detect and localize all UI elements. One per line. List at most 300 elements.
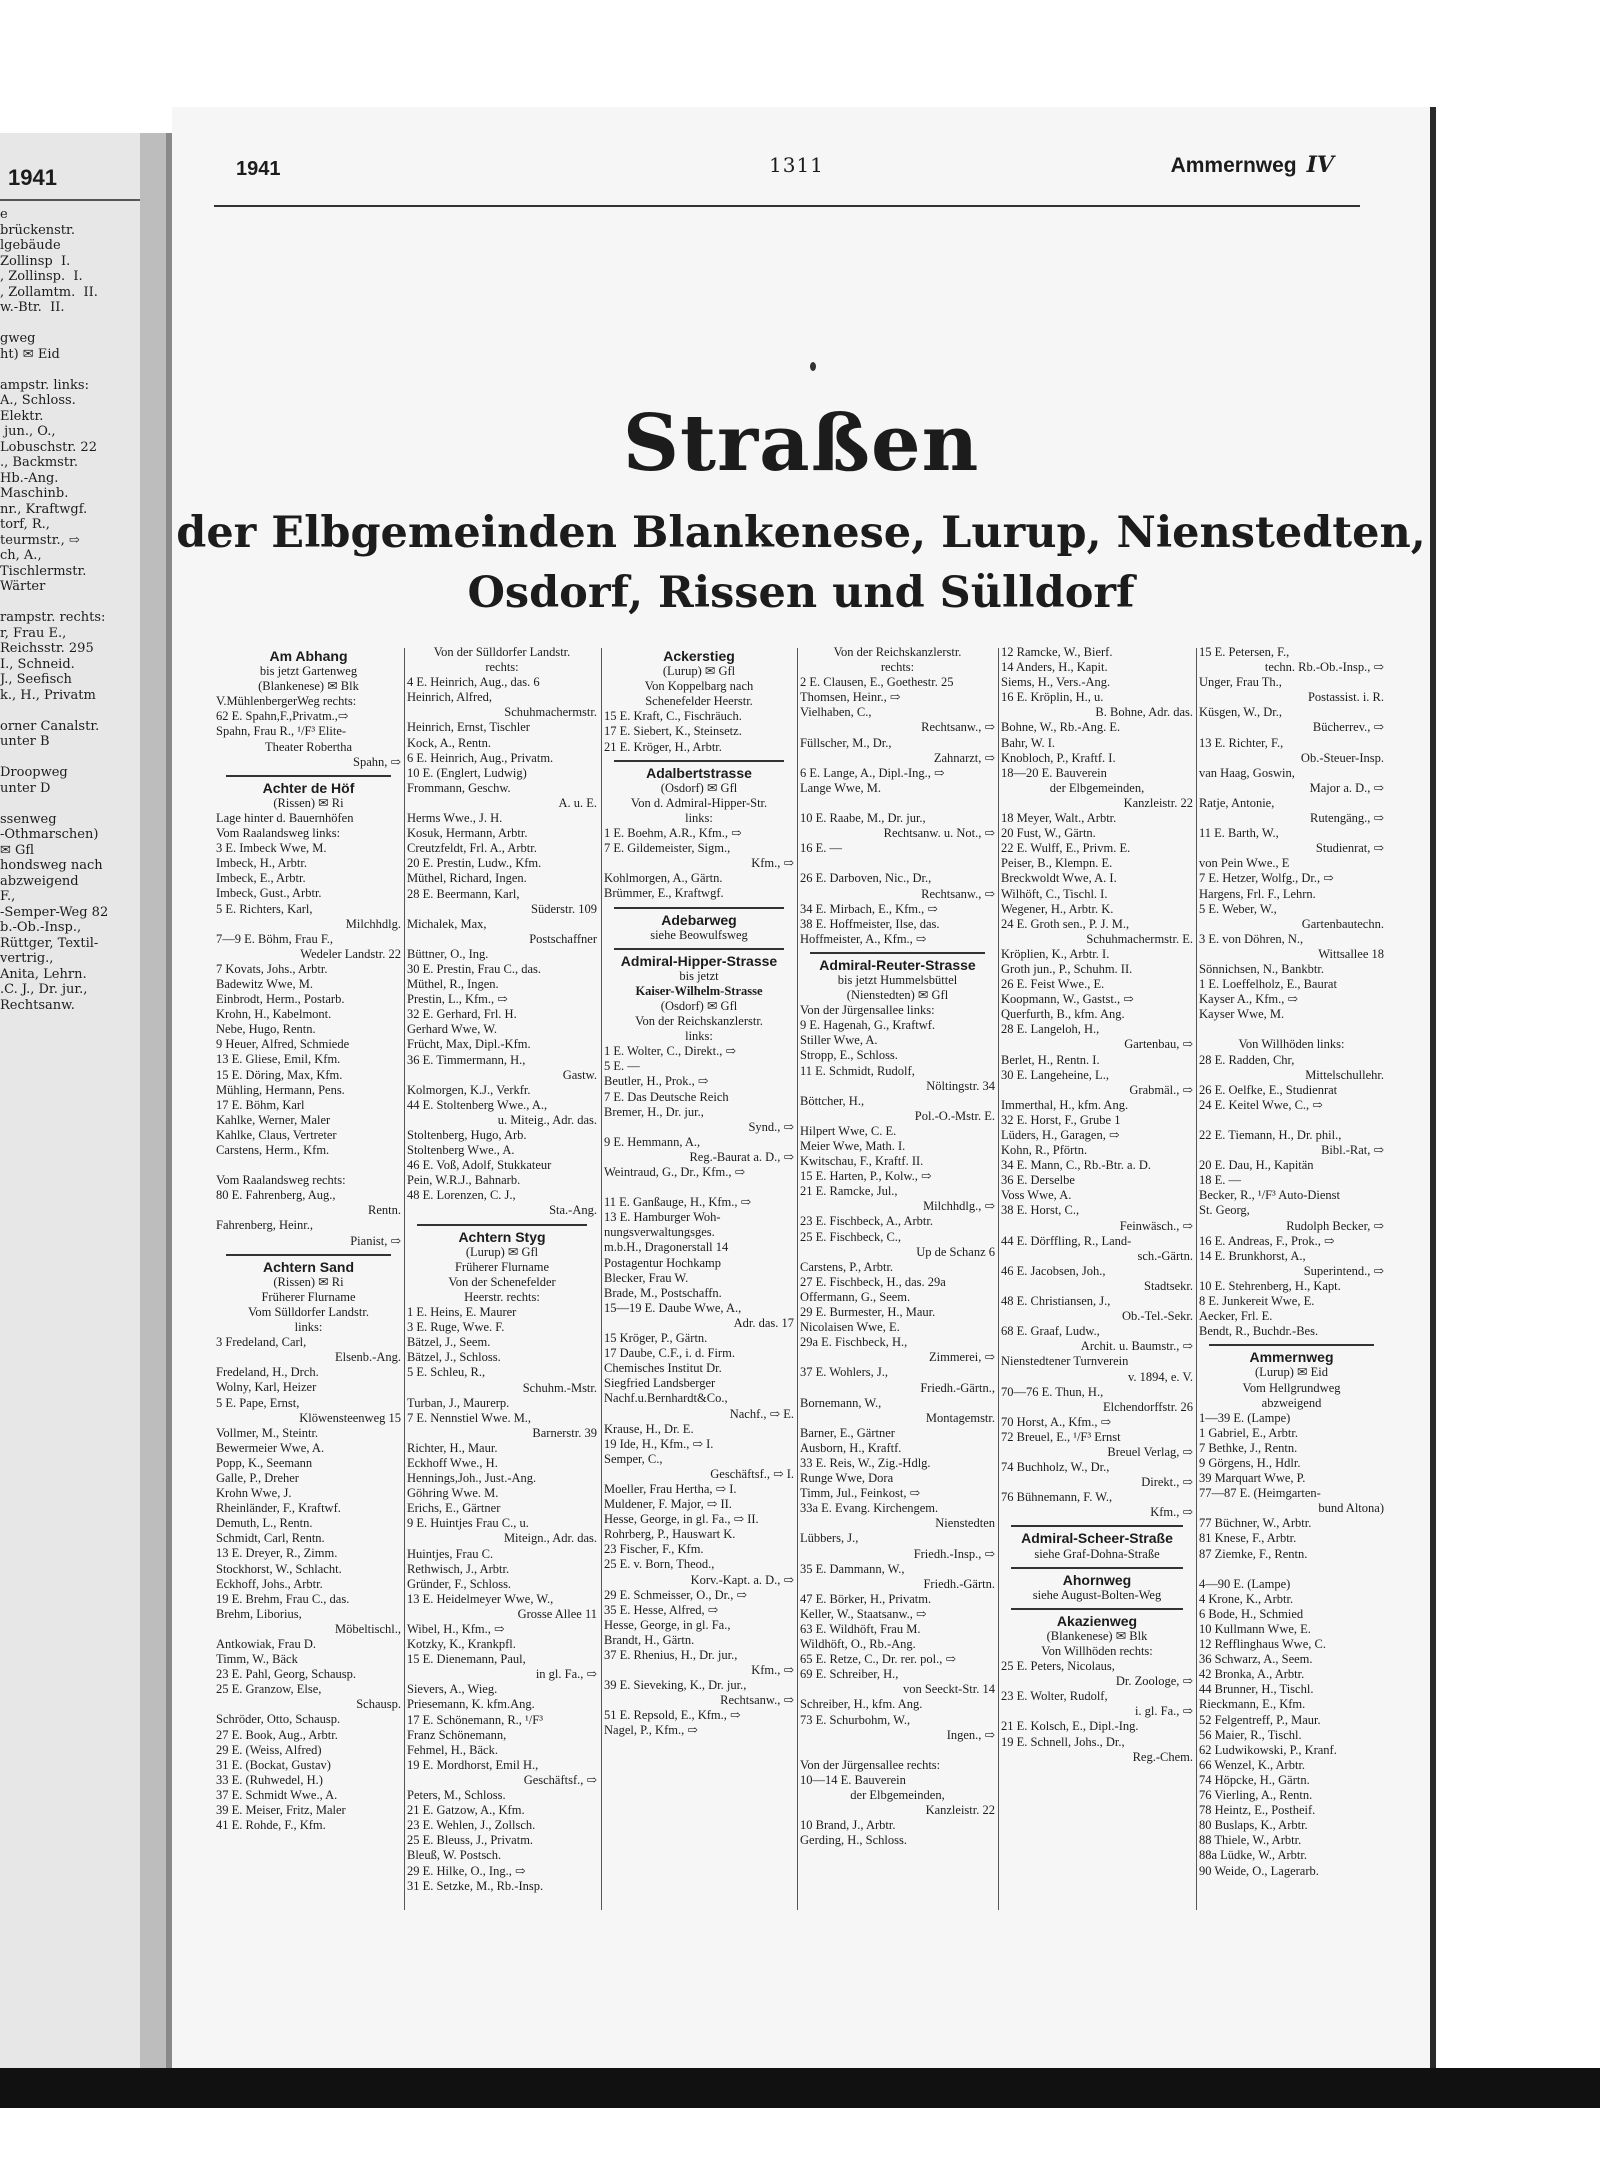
directory-entry: Galle, P., Dreher <box>216 1470 299 1485</box>
directory-entry: Immerthal, H., kfm. Ang. <box>1001 1097 1129 1112</box>
directory-entry: Stropp, E., Schloss. <box>800 1048 898 1063</box>
column-divider <box>404 648 405 1910</box>
directory-entry: 26 E. Oelfke, E., Studienrat <box>1199 1082 1338 1097</box>
directory-entry: Lüders, H., Garagen, ⇨ <box>1001 1128 1120 1142</box>
directory-entry: 15 E. Petersen, F., <box>1199 645 1290 659</box>
directory-entry: 15 E. Döring, Max, Kfm. <box>216 1067 343 1082</box>
directory-entry: 51 E. Repsold, E., Kfm., ⇨ <box>604 1708 741 1723</box>
directory-entry: Bätzel, J., Seem. <box>407 1335 491 1350</box>
left-page-line: , Zollamtm. II. <box>0 284 98 300</box>
directory-entry: St. Georg, <box>1199 1203 1250 1218</box>
directory-entry: 39 E. Sieveking, K., Dr. jur., <box>604 1678 747 1693</box>
directory-entry: 38 E. Hoffmeister, Ilse, das. <box>800 916 940 931</box>
left-page-line: unter D <box>0 780 51 796</box>
directory-entry: in gl. Fa., ⇨ <box>535 1667 597 1682</box>
directory-entry: Vom Raalandsweg rechts: <box>216 1173 346 1188</box>
directory-entry: 28 E. Radden, Chr, <box>1199 1052 1295 1067</box>
directory-entry: Meier Wwe, Math. I. <box>800 1139 906 1153</box>
directory-entry: Fehmel, H., Bäck. <box>407 1742 498 1757</box>
directory-entry: 5 E. Weber, W., <box>1199 901 1277 916</box>
directory-entry: 52 Felgentreff, P., Maur. <box>1199 1712 1321 1727</box>
directory-entry: von Pein Wwe., E <box>1199 856 1290 871</box>
directory-entry: Miteign., Adr. das. <box>503 1531 597 1546</box>
directory-entry: 7 Bethke, J., Rentn. <box>1199 1440 1298 1455</box>
directory-entry: 48 E. Christiansen, J., <box>1001 1294 1111 1309</box>
directory-entry: 47 E. Börker, H., Privatm. <box>800 1591 932 1606</box>
directory-entry: Hennings,Joh., Just.-Ang. <box>407 1471 537 1486</box>
directory-entry: bund Altona) <box>1318 1501 1384 1516</box>
directory-entry: Schuhm.-Mstr. <box>522 1380 597 1395</box>
directory-entry: Von der Reichskanzlerstr. <box>635 1014 763 1029</box>
directory-entry: 35 E. Dammann, W., <box>800 1561 905 1576</box>
directory-entry: 62 Ludwikowski, P., Kranf. <box>1199 1742 1337 1757</box>
directory-entry: 5 E. Pape, Ernst, <box>216 1395 300 1410</box>
section-rule <box>417 1224 587 1226</box>
left-page-line: unter B <box>0 734 50 749</box>
directory-entry: siehe Beowulfsweg <box>650 927 748 942</box>
directory-entry: 23 E. Pahl, Georg, Schausp. <box>216 1667 357 1682</box>
directory-entry: 78 Heintz, E., Postheif. <box>1199 1803 1316 1818</box>
directory-entry: 3 E. Ruge, Wwe. F. <box>407 1320 505 1335</box>
directory-entry: Reg.-Baurat a. D., ⇨ <box>689 1149 794 1164</box>
directory-entry: 9 Heuer, Alfred, Schmiede <box>216 1037 350 1052</box>
directory-entry: 25 E. Bleuss, J., Privatm. <box>407 1833 534 1848</box>
directory-entry <box>1199 1562 1384 1577</box>
directory-entry: 28 E. Langeloh, H., <box>1001 1022 1100 1037</box>
directory-entry: (Lurup) ✉ Gfl <box>465 1244 539 1259</box>
directory-entry: Früherer Flurname <box>261 1289 356 1304</box>
directory-entry: Reg.-Chem. <box>1132 1749 1193 1764</box>
directory-entry: 3 E. von Döhren, N., <box>1199 931 1304 946</box>
directory-entry: Schausp. <box>356 1697 401 1712</box>
directory-entry: 19 E. Mordhorst, Emil H., <box>407 1757 539 1772</box>
directory-entry: 31 E. (Bockat, Gustav) <box>216 1757 331 1772</box>
directory-entry: Mühling, Hermann, Pens. <box>216 1082 345 1097</box>
directory-entry: Breuel Verlag, ⇨ <box>1107 1444 1193 1459</box>
directory-entry: Bremer, H., Dr. jur., <box>604 1104 704 1119</box>
directory-entry: Muldener, F. Major, ⇨ II. <box>604 1497 732 1512</box>
directory-entry: 14 Anders, H., Kapit. <box>1001 660 1108 675</box>
left-page-line: Wärter <box>0 579 46 594</box>
directory-entry: Sönnichsen, N., Bankbtr. <box>1199 961 1324 976</box>
directory-entry: Franz Schönemann, <box>407 1727 507 1742</box>
left-page-line: Tischlermstr. <box>0 563 87 579</box>
directory-column-3 <box>604 645 794 1910</box>
directory-entry: 21 E. Gatzow, A., Kfm. <box>407 1803 525 1818</box>
directory-entry: 6 E. Heinrich, Aug., Privatm. <box>407 750 554 765</box>
directory-entry: 32 E. Horst, F., Grube 1 <box>1001 1112 1121 1127</box>
directory-entry: Adr. das. 17 <box>733 1315 794 1330</box>
directory-entry: 22 E. Tiemann, H., Dr. phil., <box>1199 1128 1342 1142</box>
left-page-rule <box>0 199 140 201</box>
directory-entry: 63 E. Wildhöft, Frau M. <box>800 1622 921 1636</box>
directory-entry: Spahn, Frau R., ¹/F³ Elite- <box>216 724 347 739</box>
directory-entry: Postschaffner <box>529 931 597 946</box>
directory-entry: Müthel, R., Ingen. <box>407 977 499 992</box>
directory-entry: Bätzel, J., Schloss. <box>407 1350 501 1365</box>
directory-entry: Runge Wwe, Dora <box>800 1471 894 1486</box>
directory-entry: 16 E. Andreas, F., Prok., ⇨ <box>1199 1233 1335 1248</box>
directory-entry: (Blankenese) ✉ Blk <box>1046 1628 1148 1643</box>
directory-entry: Frommann, Geschw. <box>407 780 511 795</box>
directory-entry: Nachf.u.Bernhardt&Co., <box>604 1391 728 1406</box>
ink-dot <box>810 362 816 371</box>
section-rule <box>1209 1344 1374 1346</box>
left-page-line: Rechtsanw. <box>0 997 75 1013</box>
directory-entry: Schenefelder Heerstr. <box>645 694 753 709</box>
directory-entry: Korv.-Kapt. a. D., ⇨ <box>690 1572 794 1587</box>
page-title: Straßen <box>622 398 980 489</box>
directory-entry: 21 E. Kolsch, E., Dipl.-Ing. <box>1001 1719 1139 1734</box>
directory-entry: Pein, W.R.J., Bahnarb. <box>407 1173 521 1188</box>
directory-entry: 29 E. Burmester, H., Maur. <box>800 1305 936 1320</box>
directory-entry: 1 Gabriel, E., Arbtr. <box>1199 1425 1298 1440</box>
section-rule <box>810 952 985 954</box>
directory-entry: (Rissen) ✉ Ri <box>273 795 344 810</box>
directory-entry: Nöltingstr. 34 <box>926 1078 995 1093</box>
directory-column-5 <box>1001 645 1193 1910</box>
directory-entry <box>800 1743 995 1758</box>
directory-entry: links: <box>685 810 713 825</box>
left-page-line: F., <box>0 889 16 904</box>
directory-entry: 33 E. (Ruhwedel, H.) <box>216 1772 323 1787</box>
directory-entry: Imbeck, H., Arbtr. <box>216 856 307 871</box>
directory-entry: Timm, Jul., Feinkost, ⇨ <box>800 1486 921 1501</box>
directory-entry: Nachf., ⇨ E. <box>729 1406 794 1421</box>
directory-entry: 66 Wenzel, K., Arbtr. <box>1199 1757 1306 1772</box>
directory-entry: Nicolaisen Wwe, E. <box>800 1320 900 1335</box>
directory-entry: 13 E. Richter, F., <box>1199 735 1284 750</box>
left-page-line: Elektr. <box>0 408 44 424</box>
directory-entry: Nebe, Hugo, Rentn. <box>216 1022 316 1037</box>
directory-entry: Barner, E., Gärtner <box>800 1425 895 1440</box>
directory-entry: 23 Fischer, F., Kfm. <box>604 1542 704 1557</box>
directory-entry: Demuth, L., Rentn. <box>216 1516 313 1531</box>
directory-entry: Klöwensteenweg 15 <box>299 1410 401 1425</box>
directory-entry: Stadtsekr. <box>1144 1278 1193 1293</box>
directory-entry: 87 Ziemke, F., Rentn. <box>1199 1546 1308 1561</box>
directory-entry: Kohlmorgen, A., Gärtn. <box>604 871 723 886</box>
directory-entry: Lübbers, J., <box>800 1531 859 1546</box>
directory-entry: 5 E. — <box>604 1059 640 1074</box>
directory-entry: Postagentur Hochkamp <box>604 1255 721 1270</box>
directory-entry: Siegfried Landsberger <box>604 1376 716 1391</box>
directory-entry: Früherer Flurname <box>454 1259 550 1274</box>
directory-entry: Spahn, ⇨ <box>353 754 401 769</box>
directory-entry: 29 E. (Weiss, Alfred) <box>216 1742 322 1757</box>
directory-entry: 24 E. Groth sen., P. J. M., <box>1001 916 1130 931</box>
directory-entry: 62 E. Spahn,F.,Privatm.,⇨ <box>216 709 349 724</box>
directory-entry: Direkt., ⇨ <box>1141 1475 1193 1490</box>
directory-entry: Stoltenberg Wwe., A. <box>407 1143 515 1158</box>
directory-entry: 81 Knese, F., Arbtr. <box>1199 1531 1297 1546</box>
directory-entry: 10 E. (Englert, Ludwig) <box>407 765 527 780</box>
directory-entry: 7 E. Hetzer, Wolfg., Dr., ⇨ <box>1199 871 1334 886</box>
directory-entry: Pianist, ⇨ <box>350 1233 401 1248</box>
directory-entry: 20 E. Dau, H., Kapitän <box>1199 1158 1314 1173</box>
running-head-street: Ammernweg <box>1170 154 1297 177</box>
directory-entry: 15 E. Kraft, C., Fischräuch. <box>604 709 742 724</box>
directory-entry: 77 Büchner, W., Arbtr. <box>1199 1516 1312 1531</box>
directory-entry: 26 E. Feist Wwe., E. <box>1001 977 1105 992</box>
directory-entry: Studienrat, ⇨ <box>1315 841 1384 856</box>
section-rule <box>1011 1567 1183 1569</box>
directory-entry: (Osdorf) ✉ Gfl <box>660 780 738 795</box>
street-heading: Adebarweg <box>661 911 737 928</box>
directory-entry: 39 E. Meiser, Fritz, Maler <box>216 1803 346 1818</box>
directory-entry: Rheinländer, F., Kraftwf. <box>216 1501 341 1516</box>
left-page-fragment <box>0 133 140 2068</box>
directory-entry: 34 E. Mirbach, E., Kfm., ⇨ <box>800 901 938 916</box>
directory-entry <box>1199 1022 1384 1037</box>
directory-entry: Gartenbau, ⇨ <box>1124 1037 1193 1052</box>
column-divider <box>601 648 602 1910</box>
directory-entry: Pol.-O.-Mstr. E. <box>914 1108 995 1123</box>
directory-entry: 20 E. Prestin, Ludw., Kfm. <box>407 856 542 871</box>
left-page-lines <box>0 207 108 1013</box>
directory-entry: siehe Graf-Dohna-Straße <box>1034 1546 1160 1561</box>
directory-entry: Huintjes, Frau C. <box>407 1546 494 1561</box>
directory-entry: 1 E. Heins, E. Maurer <box>407 1305 517 1320</box>
directory-entry: 25 E. Granzow, Else, <box>216 1682 322 1697</box>
directory-entry: 27 E. Fischbeck, H., das. 29a <box>800 1274 946 1289</box>
left-page-line: ssenweg <box>0 811 57 827</box>
directory-entry: Ob.-Steuer-Insp. <box>1300 750 1384 765</box>
directory-entry: Kanzleistr. 22 <box>925 1803 995 1818</box>
directory-entry: Fahrenberg, Heinr., <box>216 1218 313 1233</box>
directory-entry: Groth jun., P., Schuhm. II. <box>1001 961 1133 976</box>
directory-entry: Querfurth, B., kfm. Ang. <box>1001 1007 1125 1022</box>
directory-entry: Major a. D., ⇨ <box>1309 780 1384 795</box>
directory-entry: Kaiser-Wilhelm-Strasse <box>635 983 763 998</box>
directory-entry: 18 Meyer, Walt., Arbtr. <box>1001 811 1117 826</box>
directory-entry: 11 E. Ganßauge, H., Kfm., ⇨ <box>604 1195 752 1210</box>
directory-entry: 22 E. Wulff, E., Privm. E. <box>1001 841 1131 856</box>
left-page-line: torf, R., <box>0 517 50 532</box>
directory-entry: 12 Ramcke, W., Bierf. <box>1001 645 1113 659</box>
directory-entry: u. Miteig., Adr. das. <box>497 1112 597 1127</box>
volume-number: IV <box>1306 152 1334 178</box>
directory-entry: Kayser A., Kfm., ⇨ <box>1199 992 1298 1007</box>
directory-entry: Vom Hellgrundweg <box>1242 1380 1341 1395</box>
directory-entry: 88a Lüdke, W., Arbtr. <box>1199 1848 1307 1863</box>
left-page-line: Lobuschstr. 22 <box>0 439 97 455</box>
directory-entry: 38 E. Horst, C., <box>1001 1203 1080 1218</box>
directory-entry: 37 E. Schmidt Wwe., A. <box>216 1787 338 1802</box>
directory-entry: Weintraud, G., Dr., Kfm., ⇨ <box>604 1165 746 1179</box>
directory-entry: Koopmann, W., Gastst., ⇨ <box>1001 992 1134 1007</box>
directory-entry: 68 E. Graaf, Ludw., <box>1001 1324 1100 1339</box>
directory-entry: Montagemstr. <box>925 1410 995 1425</box>
directory-entry: Nienstedtener Turnverein <box>1001 1354 1129 1369</box>
directory-entry: Rutengäng., ⇨ <box>1309 811 1384 826</box>
directory-entry: Carstens, P., Arbtr. <box>800 1259 894 1274</box>
left-page-line <box>0 750 108 766</box>
directory-entry: Einbrodt, Herm., Postarb. <box>216 992 345 1007</box>
directory-entry: V.MühlenbergerWeg rechts: <box>216 694 357 709</box>
directory-entry: 80 E. Fahrenberg, Aug., <box>216 1188 336 1203</box>
directory-entry: Carstens, Herm., Kfm. <box>216 1143 330 1157</box>
left-page-line: Anita, Lehrn. <box>0 966 87 982</box>
directory-entry: Eckhoff Wwe., H. <box>407 1455 498 1470</box>
directory-entry: 80 Buslaps, K., Arbtr. <box>1199 1818 1308 1833</box>
directory-entry: Friedh.-Gärtn. <box>923 1576 995 1591</box>
left-page-line: ht) ✉ Eid <box>0 346 60 362</box>
directory-entry: Krause, H., Dr. E. <box>604 1421 694 1436</box>
directory-entry: Elsenb.-Ang. <box>335 1350 401 1365</box>
directory-entry: Stoltenberg, Hugo, Arb. <box>407 1128 527 1142</box>
section-rule <box>614 907 784 909</box>
directory-entry: 74 Buchholz, W., Dr., <box>1001 1460 1110 1475</box>
section-rule <box>1011 1525 1183 1527</box>
left-page-line: ✉ Gfl <box>0 842 35 858</box>
directory-entry: 8 E. Junkereit Wwe, E. <box>1199 1294 1315 1309</box>
section-rule <box>614 760 784 762</box>
directory-entry: rechts: <box>880 660 915 675</box>
directory-entry <box>216 1158 401 1173</box>
left-page-line: r, Frau E., <box>0 625 67 641</box>
directory-entry: Schreiber, H., kfm. Ang. <box>800 1697 923 1712</box>
directory-entry: Erichs, E., Gärtner <box>407 1501 501 1516</box>
left-page-line: ampstr. links: <box>0 377 89 393</box>
directory-entry: Frücht, Max, Dipl.-Kfm. <box>407 1037 531 1052</box>
left-page-line: Rüttger, Textil- <box>0 935 99 951</box>
directory-entry: Berlet, H., Rentn. I. <box>1001 1052 1100 1067</box>
directory-entry: Füllscher, M., Dr., <box>800 735 892 750</box>
directory-entry: Chemisches Institut Dr. <box>604 1361 722 1376</box>
directory-entry: Peiser, B., Klempn. E. <box>1001 856 1113 871</box>
left-page-line: gweg <box>0 331 36 346</box>
directory-entry: 9 E. Hagenah, G., Kraftwf. <box>800 1018 936 1033</box>
directory-entry: 70 Horst, A., Kfm., ⇨ <box>1001 1414 1112 1429</box>
directory-entry: Voss Wwe, A. <box>1001 1188 1072 1203</box>
directory-entry: Von der Jürgensallee links: <box>800 1003 935 1018</box>
left-page-line <box>0 316 108 332</box>
directory-entry: Von Willhöden rechts: <box>1041 1644 1153 1658</box>
page-subtitle-line-1: der Elbgemeinden Blankenese, Lurup, Nienstedten, <box>176 508 1426 558</box>
directory-entry: Rudolph Becker, ⇨ <box>1286 1218 1384 1233</box>
column-divider <box>1196 648 1197 1910</box>
directory-entry: Wedeler Landstr. 22 <box>300 946 401 961</box>
directory-entry: 29a E. Fischbeck, H., <box>800 1335 908 1350</box>
left-page-line: , Zollinsp. I. <box>0 269 83 284</box>
directory-entry: Sievers, A., Wieg. <box>407 1682 498 1697</box>
directory-entry: 10—14 E. Bauverein <box>800 1772 906 1787</box>
directory-entry: 29 E. Hilke, O., Ing., ⇨ <box>407 1863 526 1878</box>
directory-entry: Grabmäl., ⇨ <box>1129 1082 1193 1097</box>
left-page-line: nr., Kraftwgf. <box>0 501 88 517</box>
directory-entry: 44 E. Stoltenberg Wwe., A., <box>407 1097 548 1112</box>
directory-entry: 35 E. Hesse, Alfred, ⇨ <box>604 1602 719 1617</box>
directory-entry: 18—20 E. Bauverein <box>1001 765 1107 780</box>
directory-entry: Wibel, H., Kfm., ⇨ <box>407 1622 505 1636</box>
directory-entry: 36 E. Timmermann, H., <box>407 1052 526 1067</box>
street-heading: Achter de Höf <box>262 779 355 796</box>
directory-entry: 1 E. Wolter, C., Direkt., ⇨ <box>604 1044 736 1059</box>
directory-entry: Fredeland, H., Drch. <box>216 1365 319 1380</box>
left-page-line: ., Backmstr. <box>0 455 78 470</box>
directory-entry: Kosuk, Hermann, Arbtr. <box>407 826 528 841</box>
directory-entry: 13 E. Gliese, Emil, Kfm. <box>216 1052 341 1067</box>
directory-column-2 <box>407 645 597 1910</box>
directory-entry: 6 E. Lange, A., Dipl.-Ing., ⇨ <box>800 765 945 780</box>
directory-entry: Bahr, W. I. <box>1001 735 1056 750</box>
directory-entry: Friedh.-Insp., ⇨ <box>913 1546 995 1561</box>
directory-entry: Siems, H., Vers.-Ang. <box>1001 675 1111 690</box>
directory-entry: 11 E. Barth, W., <box>1199 826 1279 841</box>
directory-entry: 37 E. Rhenius, H., Dr. jur., <box>604 1648 738 1662</box>
street-heading: Ahornweg <box>1062 1571 1132 1588</box>
directory-entry: Zimmerei, ⇨ <box>928 1350 995 1365</box>
directory-entry: Vielhaben, C., <box>800 705 872 720</box>
directory-entry: Gartenbautechn. <box>1301 916 1384 931</box>
directory-entry: Badewitz Wwe, M. <box>216 976 313 991</box>
directory-entry: Gastw. <box>562 1067 597 1082</box>
directory-entry: 88 Thiele, W., Arbtr. <box>1199 1833 1302 1848</box>
page-number: 1311 <box>769 153 824 177</box>
directory-entry: Bornemann, W., <box>800 1395 882 1410</box>
directory-entry: Büttner, O., Ing. <box>407 946 489 961</box>
directory-entry: Krohn Wwe, J. <box>216 1486 292 1501</box>
directory-entry: Creutzfeldt, Frl. A., Arbtr. <box>407 841 537 856</box>
directory-entry: 30 E. Langeheine, L., <box>1001 1067 1109 1082</box>
directory-entry: nungsverwaltungsges. <box>604 1225 715 1240</box>
directory-entry: 4 E. Heinrich, Aug., das. 6 <box>407 675 540 690</box>
directory-entry: Von der Sülldorfer Landstr. <box>433 645 571 659</box>
directory-entry: bis jetzt Hummelsbüttel <box>837 972 958 987</box>
directory-entry: Kotzky, K., Krankpfl. <box>407 1637 516 1652</box>
directory-entry: Up de Schanz 6 <box>916 1244 995 1259</box>
directory-entry: Hargens, Frl. F., Lehrn. <box>1199 886 1316 901</box>
directory-entry: Von der Schenefelder <box>448 1274 556 1289</box>
directory-entry: Kolmorgen, K.J., Verkfr. <box>407 1082 531 1097</box>
directory-column-1 <box>216 645 401 1910</box>
directory-entry: Ratje, Antonie, <box>1199 795 1275 810</box>
directory-entry: Rechtsanw., ⇨ <box>921 886 995 901</box>
directory-entry: Von d. Admiral-Hipper-Str. <box>630 795 768 810</box>
directory-entry: Heinrich, Alfred, <box>407 690 493 705</box>
left-page-line: .C. J., Dr. jur., <box>0 982 88 997</box>
directory-entry: 20 Fust, W., Gärtn. <box>1001 826 1096 841</box>
directory-entry: Eckhoff, Johs., Arbtr. <box>216 1576 323 1591</box>
directory-entry: 28 E. Beermann, Karl, <box>407 886 520 901</box>
directory-entry: Kock, A., Rentn. <box>407 735 492 750</box>
directory-entry: Geschäftsf., ⇨ <box>523 1772 597 1787</box>
directory-entry: Kahlke, Claus, Vertreter <box>216 1127 337 1142</box>
section-rule <box>1011 1608 1183 1610</box>
directory-entry: Antkowiak, Frau D. <box>216 1637 316 1651</box>
directory-entry: 19 E. Brehm, Frau C., das. <box>216 1591 350 1606</box>
directory-entry: Imbeck, Gust., Arbtr. <box>216 886 322 901</box>
directory-entry: 2 E. Clausen, E., Goethestr. 25 <box>800 675 954 690</box>
directory-entry: techn. Rb.-Ob.-Insp., ⇨ <box>1264 660 1384 675</box>
section-rule <box>226 1254 391 1256</box>
directory-entry: (Blankenese) ✉ Blk <box>258 679 359 694</box>
directory-entry: Heerstr. rechts: <box>464 1289 540 1304</box>
directory-entry: Peters, M., Schloss. <box>407 1788 506 1803</box>
left-page-line: k., H., Privatm <box>0 687 96 703</box>
page-subtitle-line-2: Osdorf, Rissen und Sülldorf <box>467 568 1135 618</box>
directory-entry: 10 E. Raabe, M., Dr. jur., <box>800 811 926 826</box>
directory-entry: Rentn. <box>368 1203 401 1218</box>
directory-entry: 15—19 E. Daube Wwe, A., <box>604 1300 742 1315</box>
directory-entry: Lange Wwe, M. <box>800 780 881 795</box>
directory-entry <box>1199 1113 1384 1128</box>
directory-entry: 13 E. Hamburger Woh- <box>604 1210 721 1225</box>
directory-entry: Lage hinter d. Bauernhöfen <box>216 810 354 825</box>
directory-entry: Bibl.-Rat, ⇨ <box>1321 1143 1384 1158</box>
directory-entry <box>800 856 995 871</box>
